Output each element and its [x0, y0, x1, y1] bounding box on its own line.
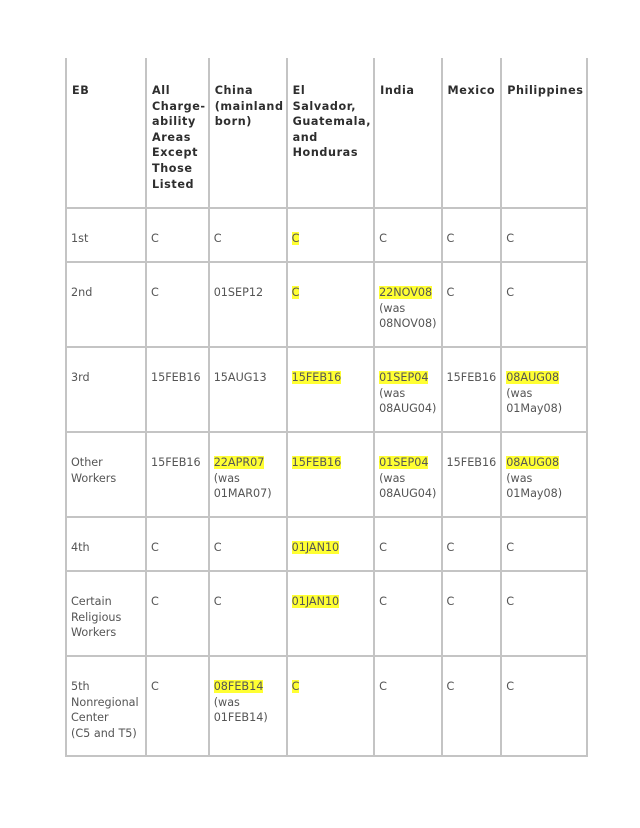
table-cell-all-chargeability: [146, 656, 209, 756]
table-cell-mexico: [442, 262, 502, 347]
table-cell-el-salvador-guatemala-honduras: [287, 208, 374, 262]
cell-value: C: [151, 541, 159, 554]
table-row: [66, 432, 587, 517]
cell-value: C: [506, 286, 514, 299]
column-header-china: China (mainland born): [209, 58, 287, 208]
cell-value: 01SEP12: [213, 286, 264, 299]
table-cell-el-salvador-guatemala-honduras: [287, 517, 374, 571]
table-cell-eb: [66, 432, 146, 517]
table-cell-philippines: [501, 262, 586, 347]
cell-value: C: [151, 595, 159, 608]
cell-value: C: [379, 232, 387, 245]
table-cell-india: [374, 517, 441, 571]
cell-value: C: [213, 595, 222, 608]
highlighted-date: 08AUG08: [506, 456, 560, 469]
column-header-philippines: Philippines: [501, 58, 586, 208]
previous-date-note: (was 01MAR07): [213, 471, 272, 501]
highlighted-date: 22NOV08: [379, 286, 433, 299]
column-header-mexico: Mexico: [442, 58, 502, 208]
table-cell-eb: [66, 262, 146, 347]
previous-date-note: (was 01May08): [506, 471, 563, 501]
table-row: [66, 262, 587, 347]
table-cell-all-chargeability: [146, 347, 209, 432]
previous-date-note: (was 08AUG04): [379, 386, 437, 416]
cell-value: 15AUG13: [213, 371, 267, 384]
cell-value: 5th Nonregional Center (C5 and T5): [71, 680, 139, 740]
cell-value: C: [446, 286, 455, 299]
column-header-el-salvador-guatemala-honduras: El Salvador, Guatemala, and Honduras: [287, 58, 374, 208]
table-cell-china: [209, 571, 287, 656]
cell-value: C: [151, 232, 159, 245]
cell-value: Certain Religious Workers: [71, 595, 122, 640]
table-cell-mexico: [442, 571, 502, 656]
visa-bulletin-table: [65, 58, 588, 757]
highlighted-date: 01JAN10: [291, 541, 340, 554]
cell-value: C: [446, 541, 455, 554]
cell-value: 2nd: [71, 286, 93, 299]
cell-value: C: [446, 595, 455, 608]
table-cell-philippines: [501, 571, 586, 656]
table-row: [66, 571, 587, 656]
cell-value: 15FEB16: [151, 371, 201, 384]
previous-date-note: (was 08NOV08): [379, 301, 437, 331]
highlighted-date: C: [291, 680, 300, 693]
previous-date-note: (was 01May08): [506, 386, 563, 416]
cell-value: 15FEB16: [151, 456, 201, 469]
table-cell-china: [209, 517, 287, 571]
highlighted-date: 22APR07: [213, 456, 265, 469]
cell-value: C: [506, 541, 514, 554]
cell-value: 1st: [71, 232, 89, 245]
highlighted-date: 15FEB16: [291, 371, 342, 384]
cell-value: C: [151, 680, 159, 693]
table-cell-china: [209, 656, 287, 756]
table-cell-eb: [66, 517, 146, 571]
table-cell-india: [374, 432, 441, 517]
table-cell-el-salvador-guatemala-honduras: [287, 656, 374, 756]
highlighted-date: 01SEP04: [379, 456, 429, 469]
table-cell-philippines: [501, 208, 586, 262]
table-cell-india: [374, 656, 441, 756]
cell-value: C: [379, 595, 387, 608]
table-row: [66, 517, 587, 571]
table-cell-mexico: [442, 347, 502, 432]
highlighted-date: C: [291, 286, 300, 299]
table-cell-india: [374, 347, 441, 432]
cell-value: C: [379, 541, 387, 554]
table-cell-eb: [66, 208, 146, 262]
table-cell-china: [209, 432, 287, 517]
cell-value: C: [506, 680, 514, 693]
table-cell-eb: [66, 347, 146, 432]
column-header-all-chargeability: All Charge- ability Areas Except Those Listed: [146, 58, 209, 208]
highlighted-date: 01JAN10: [291, 595, 340, 608]
table-cell-el-salvador-guatemala-honduras: [287, 347, 374, 432]
table-cell-china: [209, 208, 287, 262]
table-cell-china: [209, 262, 287, 347]
table-cell-philippines: [501, 656, 586, 756]
highlighted-date: 08AUG08: [506, 371, 560, 384]
table-cell-india: [374, 262, 441, 347]
table-cell-all-chargeability: [146, 208, 209, 262]
cell-value: C: [213, 541, 222, 554]
table-cell-india: [374, 208, 441, 262]
table-cell-all-chargeability: [146, 262, 209, 347]
cell-value: C: [446, 232, 455, 245]
header-row: [66, 58, 587, 208]
table-row: [66, 347, 587, 432]
cell-value: C: [506, 595, 514, 608]
table-row: [66, 656, 587, 756]
cell-value: C: [151, 286, 159, 299]
table-cell-el-salvador-guatemala-honduras: [287, 262, 374, 347]
cell-value: Other Workers: [71, 456, 117, 485]
table-cell-india: [374, 571, 441, 656]
cell-value: 4th: [71, 541, 90, 554]
table-cell-mexico: [442, 432, 502, 517]
table-cell-mexico: [442, 656, 502, 756]
cell-value: C: [506, 232, 514, 245]
table-cell-mexico: [442, 208, 502, 262]
highlighted-date: 15FEB16: [291, 456, 342, 469]
table-cell-el-salvador-guatemala-honduras: [287, 432, 374, 517]
highlighted-date: C: [291, 232, 300, 245]
table-cell-china: [209, 347, 287, 432]
table-cell-all-chargeability: [146, 571, 209, 656]
column-header-eb: EB: [66, 58, 146, 208]
highlighted-date: 01SEP04: [379, 371, 429, 384]
table-cell-el-salvador-guatemala-honduras: [287, 571, 374, 656]
previous-date-note: (was 08AUG04): [379, 471, 437, 501]
table-cell-all-chargeability: [146, 432, 209, 517]
table-cell-all-chargeability: [146, 517, 209, 571]
table-cell-eb: [66, 571, 146, 656]
table-cell-philippines: [501, 432, 586, 517]
cell-value: C: [446, 680, 455, 693]
cell-value: C: [213, 232, 222, 245]
table-cell-philippines: [501, 347, 586, 432]
previous-date-note: (was 01FEB14): [213, 695, 268, 725]
table-cell-mexico: [442, 517, 502, 571]
table-cell-philippines: [501, 517, 586, 571]
table-row: [66, 208, 587, 262]
cell-value: 3rd: [71, 371, 90, 384]
table-cell-eb: [66, 656, 146, 756]
column-header-india: India: [374, 58, 441, 208]
highlighted-date: 08FEB14: [213, 680, 264, 693]
cell-value: 15FEB16: [446, 456, 497, 469]
cell-value: 15FEB16: [446, 371, 497, 384]
cell-value: C: [379, 680, 387, 693]
